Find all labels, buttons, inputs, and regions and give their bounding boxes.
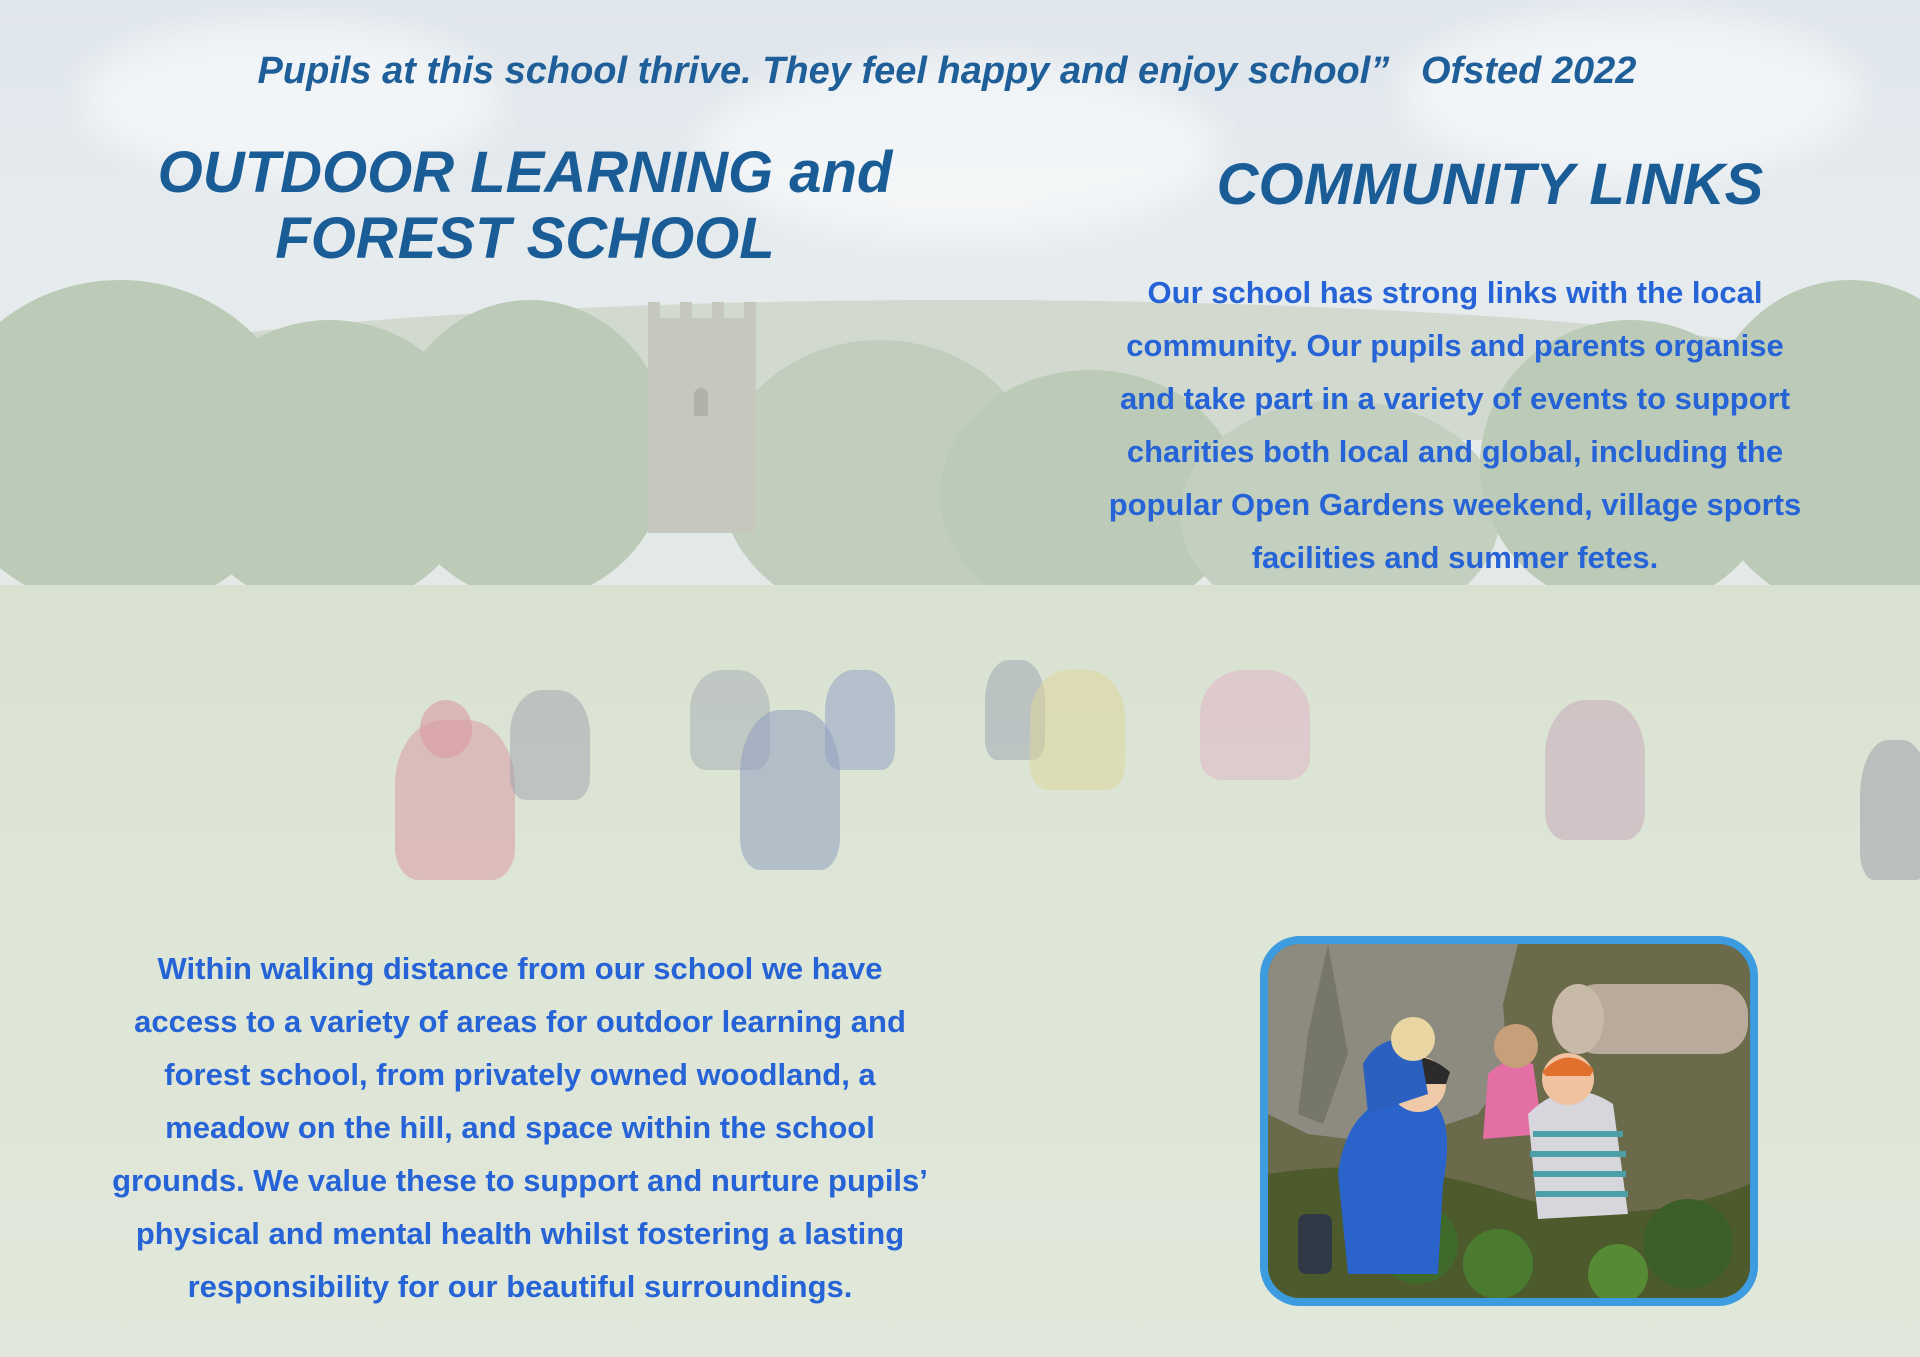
church-tower: [648, 318, 756, 533]
paragraph-line: Our school has strong links with the local: [1147, 275, 1763, 310]
paragraph-line: meadow on the hill, and space within the school: [165, 1110, 875, 1145]
paragraph-line: and take part in a variety of events to support: [1119, 381, 1791, 416]
child: [825, 670, 895, 770]
child: [1545, 700, 1645, 840]
outdoor-learning-heading: [130, 140, 920, 272]
ofsted-quote: Pupils at this school thrive. They feel happy and enjoy school” Ofsted 2022: [257, 50, 1637, 92]
paragraph-line: grounds. We value these to support and nurture pupils’: [112, 1163, 928, 1198]
heading-line: OUTDOOR LEARNING and: [157, 140, 893, 205]
heading-line: FOREST SCHOOL: [275, 206, 775, 271]
forest-school-photo-illustration: [1268, 944, 1750, 1298]
forest-school-photo: [1260, 936, 1758, 1306]
paragraph-line: facilities and summer fetes.: [1251, 540, 1659, 575]
paragraph-line: charities both local and global, including the: [1126, 434, 1784, 469]
child: [1030, 670, 1125, 790]
paragraph-line: community. Our pupils and parents organise: [1126, 328, 1784, 363]
community-links-heading: COMMUNITY LINKS: [1216, 152, 1764, 217]
paragraph-line: forest school, from privately owned woodland, a: [164, 1057, 876, 1092]
paragraph-line: responsibility for our beautiful surroundings.: [187, 1269, 853, 1304]
child: [1200, 670, 1310, 780]
outdoor-learning-paragraph: [20, 942, 1020, 1313]
child: [1860, 740, 1920, 880]
paragraph-line: popular Open Gardens weekend, village sports: [1108, 487, 1802, 522]
paragraph-line: Within walking distance from our school we have: [157, 951, 883, 986]
paragraph-line: physical and mental health whilst fostering a lasting: [135, 1216, 905, 1251]
community-links-paragraph: [1030, 266, 1880, 584]
child: [420, 700, 472, 758]
paragraph-line: access to a variety of areas for outdoor learning and: [134, 1004, 906, 1039]
child: [510, 690, 590, 800]
